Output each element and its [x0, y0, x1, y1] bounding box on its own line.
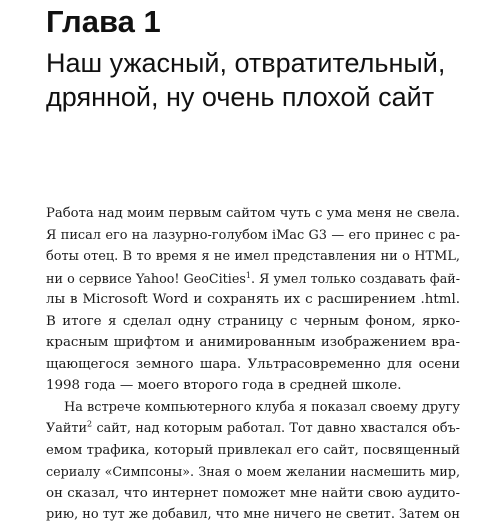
text-line: красным шрифтом и анимированным изображением вра-	[46, 335, 460, 350]
footnote-mark: 2	[87, 419, 93, 429]
text-line: рию, но тут же добавил, что мне ничего не светит. Затем он	[46, 507, 460, 522]
text-line: емом трафика, который привлекал его сайт, посвященный	[46, 442, 460, 458]
text-line: боты отец. В то время я не имел представления ни о HTML,	[46, 249, 460, 264]
chapter-label: Глава 1	[46, 4, 161, 39]
text-line: лы в Microsoft Word и сохранять их с расширением .html.	[46, 292, 460, 307]
text-line	[46, 268, 460, 290]
text-line	[46, 418, 460, 440]
body-text	[46, 203, 460, 526]
text-segment: . Я умел только создавать фай-	[250, 270, 460, 286]
text-line: он сказал, что интернет поможет мне найти свою аудито-	[46, 485, 460, 501]
text-line: 1998 года — моего второго года в средней школе.	[46, 378, 402, 393]
text-line: Работа над моим первым сайтом чуть с ума меня не свела.	[46, 206, 460, 221]
text-segment: сайт, над которым работал. Тот давно хвастался объ-	[92, 421, 460, 436]
text-line: На встрече компьютерного клуба я показал своему другу	[64, 399, 460, 415]
text-segment: Уайти	[46, 421, 88, 436]
chapter-title-line-1: Наш ужасный, отвратительный,	[46, 48, 446, 78]
text-segment: ни о сервисе Yahoo! GeoCities	[46, 270, 246, 286]
chapter-title	[46, 46, 486, 114]
text-line: В итоге я сделал одну страницу с черным фоном, ярко-	[46, 313, 460, 329]
footnote-mark: 1	[245, 270, 251, 280]
text-line: Я писал его на лазурно-голубом iMac G3 — его принес с ра-	[46, 227, 460, 243]
chapter-title-line-2: дрянной, ну очень плохой сайт	[46, 82, 435, 112]
text-line: сериалу «Симпсоны». Зная о моем желании насмешить мир,	[46, 464, 460, 479]
text-line: щающегося земного шара. Ультрасовременно для осени	[46, 356, 460, 372]
